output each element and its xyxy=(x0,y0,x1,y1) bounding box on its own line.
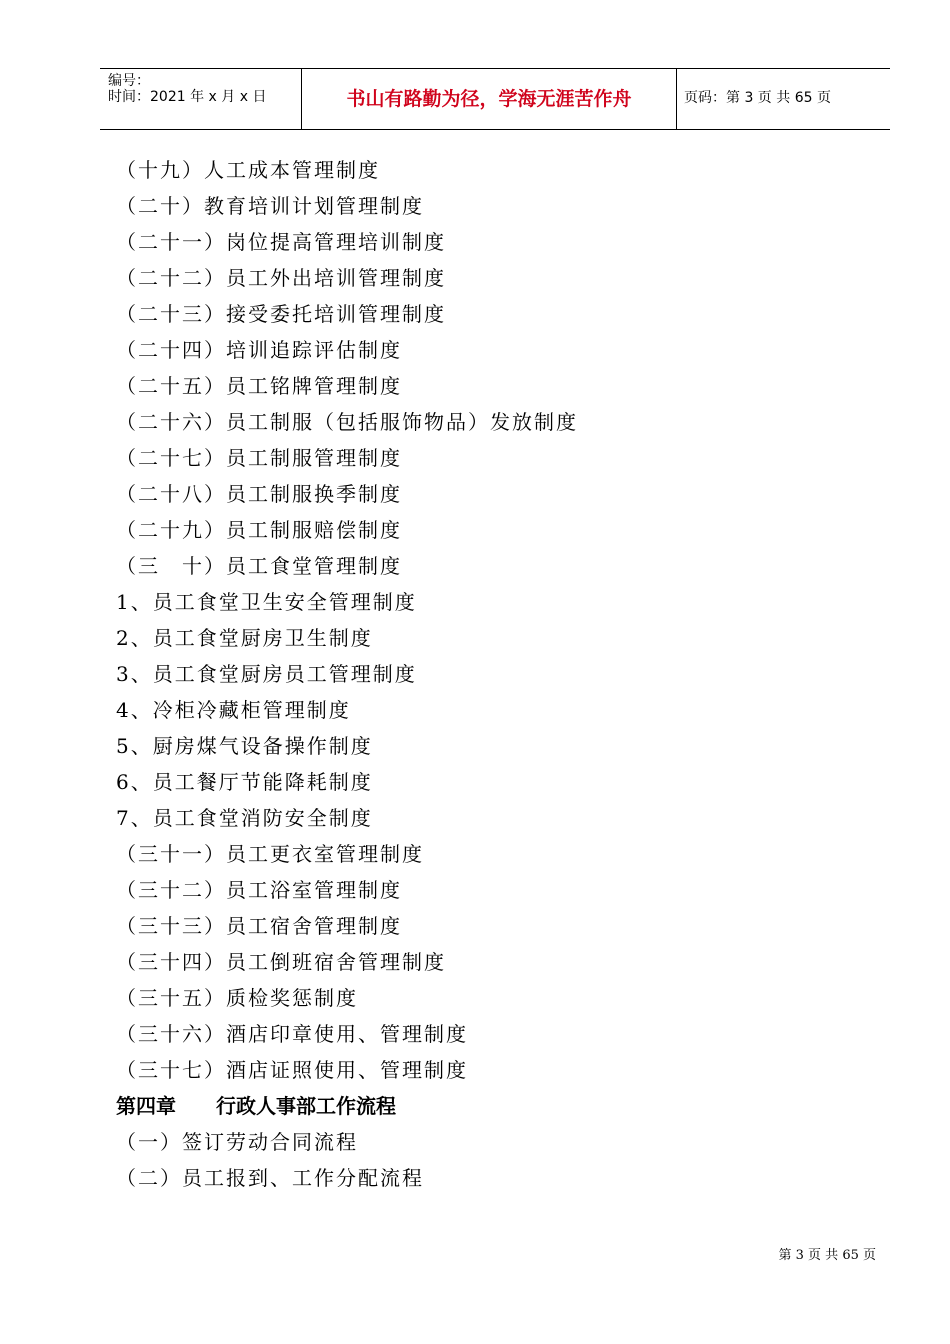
list-item: （二十五）员工铭牌管理制度 xyxy=(116,374,402,398)
list-item: （二）员工报到、工作分配流程 xyxy=(116,1166,424,1190)
header-meta-cell xyxy=(100,69,300,129)
chapter-number: 第四章 xyxy=(116,1094,176,1118)
list-item: 5、厨房煤气设备操作制度 xyxy=(116,734,373,758)
list-item: （二十四）培训追踪评估制度 xyxy=(116,338,402,362)
document-body xyxy=(116,152,578,1196)
list-item: 2、员工食堂厨房卫生制度 xyxy=(116,626,373,650)
code-label: 编号： xyxy=(108,73,150,89)
chapter-title: 行政人事部工作流程 xyxy=(216,1094,396,1118)
chapter-heading xyxy=(116,1088,578,1124)
list-item: （二十三）接受委托培训管理制度 xyxy=(116,302,446,326)
list-item: （十九）人工成本管理制度 xyxy=(116,158,380,182)
page-footer-number: 第 3 页 共 65 页 xyxy=(778,1248,876,1263)
list-item: （二十七）员工制服管理制度 xyxy=(116,446,402,470)
list-item: （二十）教育培训计划管理制度 xyxy=(116,194,424,218)
header-page-cell xyxy=(676,69,890,129)
list-item: （二十六）员工制服（包括服饰物品）发放制度 xyxy=(116,410,578,434)
list-item: （三十一）员工更衣室管理制度 xyxy=(116,842,424,866)
header-motto: 书山有路勤为径，学海无涯苦作舟 xyxy=(346,88,632,110)
list-item: 4、冷柜冷藏柜管理制度 xyxy=(116,698,351,722)
time-label: 时间：2021 年 x 月 x 日 xyxy=(108,89,267,105)
list-item: （三十六）酒店印章使用、管理制度 xyxy=(116,1022,468,1046)
list-item: （三十二）员工浴室管理制度 xyxy=(116,878,402,902)
list-item: 6、员工餐厅节能降耗制度 xyxy=(116,770,373,794)
list-item: （二十八）员工制服换季制度 xyxy=(116,482,402,506)
header-motto-cell xyxy=(301,69,677,129)
list-item: （二十一）岗位提高管理培训制度 xyxy=(116,230,446,254)
page-header xyxy=(100,68,890,130)
list-item: 3、员工食堂厨房员工管理制度 xyxy=(116,662,417,686)
list-item: （三十四）员工倒班宿舍管理制度 xyxy=(116,950,446,974)
list-item: （三十七）酒店证照使用、管理制度 xyxy=(116,1058,468,1082)
list-item: 7、员工食堂消防安全制度 xyxy=(116,806,373,830)
list-item: （三十三）员工宿舍管理制度 xyxy=(116,914,402,938)
list-item: （二十九）员工制服赔偿制度 xyxy=(116,518,402,542)
list-item: （一）签订劳动合同流程 xyxy=(116,1130,358,1154)
header-page-number: 页码：第 3 页 共 65 页 xyxy=(684,90,831,106)
list-item: （三十五）质检奖惩制度 xyxy=(116,986,358,1010)
list-item: （二十二）员工外出培训管理制度 xyxy=(116,266,446,290)
list-item: 1、员工食堂卫生安全管理制度 xyxy=(116,590,417,614)
list-item: （三 十）员工食堂管理制度 xyxy=(116,554,402,578)
